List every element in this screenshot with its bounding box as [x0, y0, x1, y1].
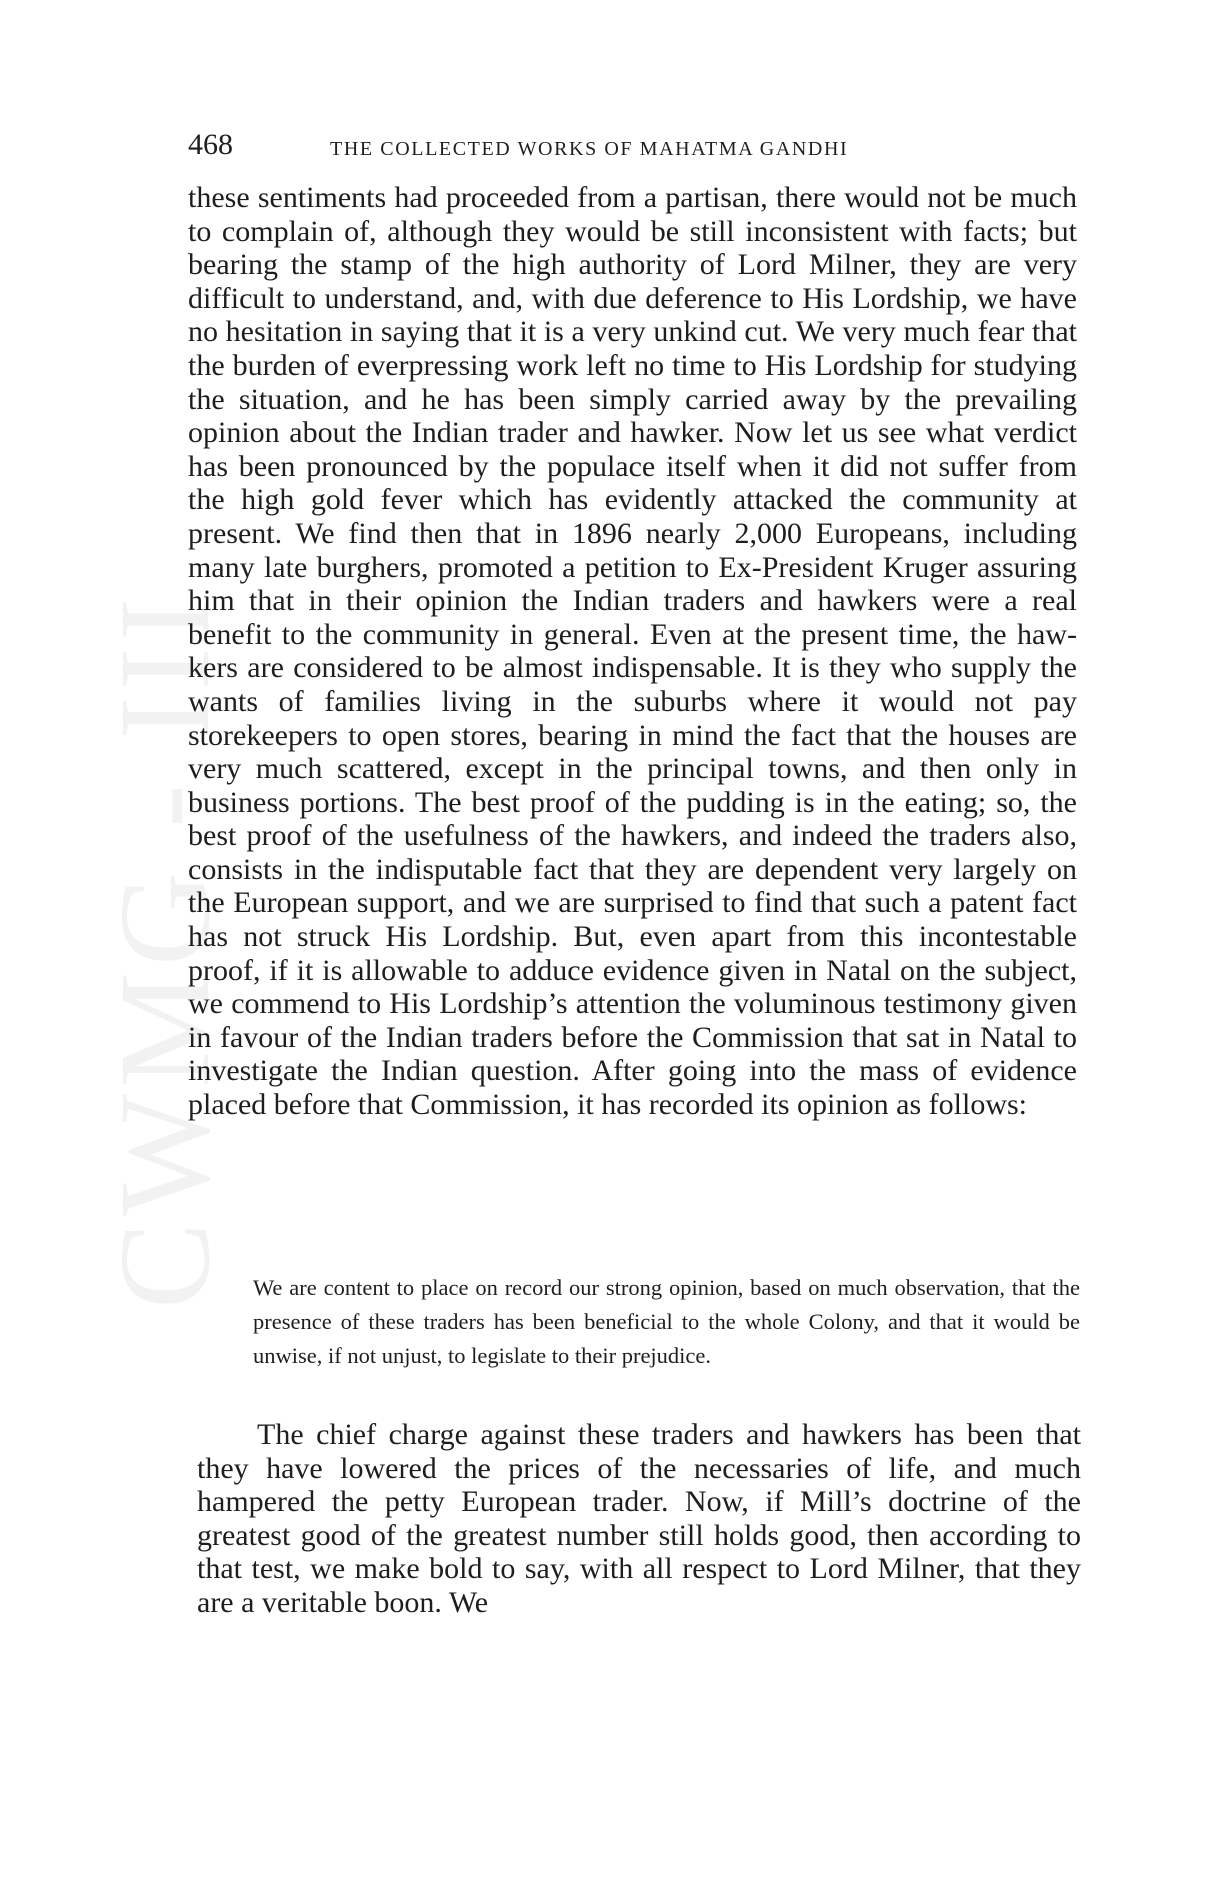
- quotation-text: We are content to place on record our strong opinion, based on much observation, that the presence of these traders has been beneficial to the whole Colony, and that it would be unwise, if not unjust, to legislate to their prejudice.: [253, 1275, 1080, 1368]
- page-header: [188, 128, 1078, 168]
- paragraph-1: these sentiments had proceeded from a partisan, there would not be much to complain of, although they would be still inconsistent with facts; but bearing the stamp of the high authority of Lord Milner, they are very difficult to understand, and, with due deference to His Lordship, we have no hesitation in saying that it is a very unkind cut. We very much fear that the burden of everpressing work left no time to His Lordship for studying the situation, and he has been simply carried away by the prevailing opinion about the Indian trader and hawker. Now let us see what verdict has been pronounced by the populace itself when it did not suffer from the high gold fever which has evidently attacked the community at present. We find then that in 1896 nearly 2,000 Europeans, including many late burghers, promoted a petition to Ex-President Kruger assuring him that in their opinion the Indian traders and hawkers were a real benefit to the community in general. Even at the present time, the hawkers are considered to be almost indispensable. It is they who supply the wants of families living in the suburbs where it would not pay storekeepers to open stores, bearing in mind the fact that the houses are very much scattered, except in the principal towns, and then only in business portions. The best proof of the pudding is in the eating; so, the best proof of the usefulness of the hawkers, and indeed the traders also, consists in the indisputable fact that they are dependent very largely on the European support, and we are surprised to find that such a patent fact has not struck His Lordship. But, even apart from this incontestable proof, if it is allowable to adduce evidence given in Natal on the subject, we commend to His Lordship’s attention the voluminous testimony given in favour of the Indian traders before the Commission that sat in Natal to investigate the Indian question. After going into the mass of evidence placed before that Commission, it has recorded its opinion as follows:: [188, 181, 1077, 1122]
- block-quotation: [253, 1271, 1080, 1373]
- page-number: 468: [188, 128, 233, 161]
- paragraph-2: The chief charge against these traders and hawkers has been that they have lowered the prices of the necessaries of life, and much hampered the petty European trader. Now, if Mill’s doctrine of the greatest good of the greatest number still holds good, then according to that test, we make bold to say, with all respect to Lord Milner, that they are a veritable boon. We: [197, 1418, 1081, 1619]
- running-head: THE COLLECTED WORKS OF MAHATMA GANDHI: [330, 138, 849, 160]
- body-text-continued: [197, 1418, 1081, 1620]
- body-text: [188, 181, 1077, 1122]
- watermark: CWMG - III: [93, 591, 237, 1309]
